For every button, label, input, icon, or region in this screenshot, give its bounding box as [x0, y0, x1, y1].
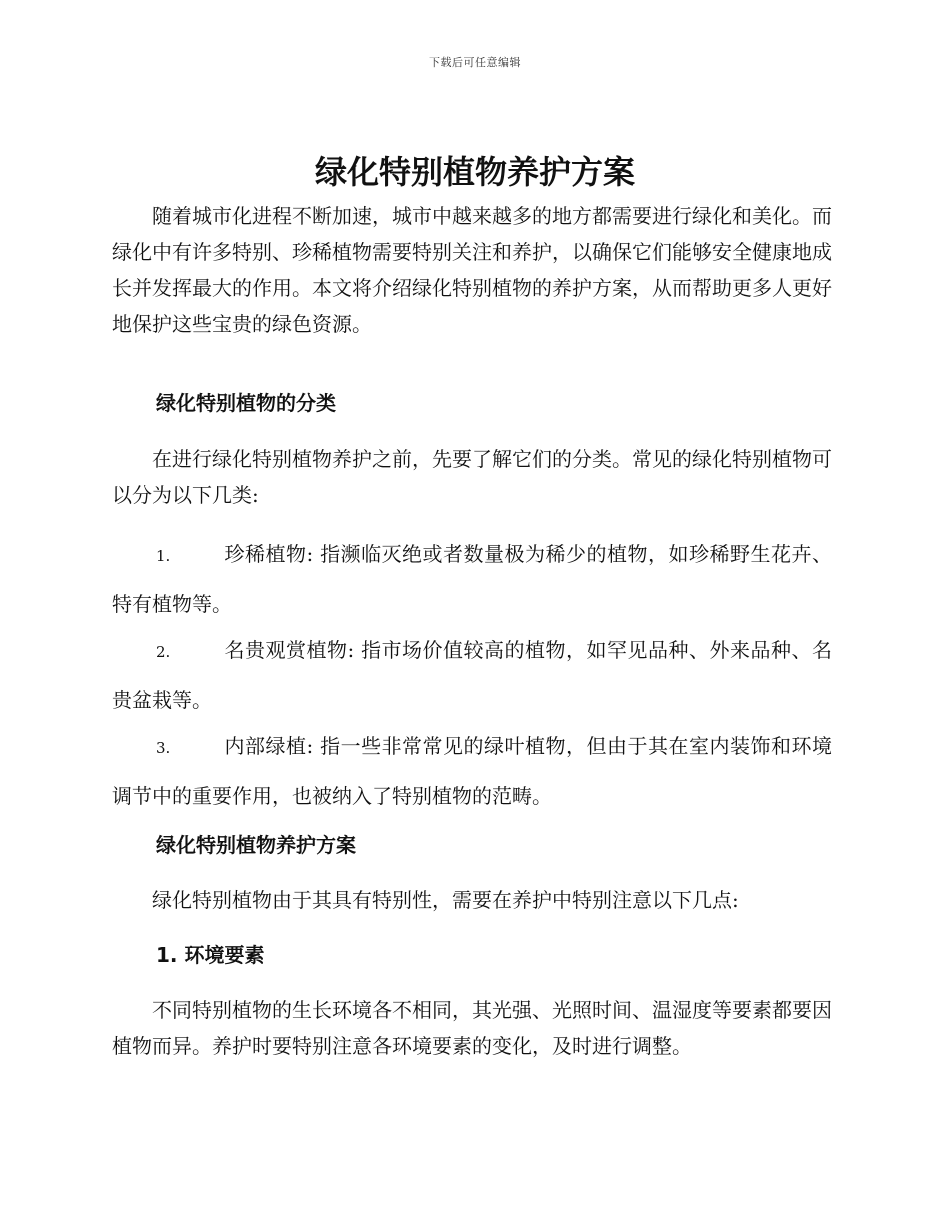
section-heading-classification: 绿化特别植物的分类 — [156, 391, 336, 415]
section1-lead-block — [112, 441, 832, 513]
list-number: 1. — [156, 547, 171, 565]
document-title: 绿化特别植物养护方案 — [314, 153, 635, 191]
header-note: 下载后可任意编辑 — [429, 56, 521, 69]
list-number: 3. — [156, 739, 171, 757]
classification-list-item-1 — [112, 530, 832, 628]
list-item-text: 内部绿植: 指一些非常常见的绿叶植物，但由于其在室内装饰和环境调节中的重要作用，也被纳入了特别植物的范畴。 — [112, 734, 832, 808]
section1-block — [112, 385, 832, 421]
list-number: 2. — [156, 643, 171, 661]
list-item-text: 珍稀植物: 指濒临灭绝或者数量极为稀少的植物，如珍稀野生花卉、特有植物等。 — [112, 542, 832, 616]
intro-block — [112, 198, 832, 342]
intro-paragraph: 随着城市化进程不断加速，城市中越来越多的地方都需要进行绿化和美化。而绿化中有许多特别、珍稀植物需要特别关注和养护，以确保它们能够安全健康地成长并发挥最大的作用。本文将介绍绿化特别植物的养护方案，从而帮助更多人更好地保护这些宝贵的绿色资源。 — [112, 204, 832, 336]
section-heading-care-plan: 绿化特别植物养护方案 — [156, 833, 356, 857]
section2-block — [112, 827, 832, 863]
subsection-environment-block — [112, 937, 832, 973]
section1-lead-paragraph: 在进行绿化特别植物养护之前，先要了解它们的分类。常见的绿化特别植物可以分为以下几类: — [112, 447, 832, 507]
classification-list-item-2 — [112, 626, 832, 724]
subsection-environment-text-block — [112, 992, 832, 1064]
classification-list-item-3 — [112, 722, 832, 820]
list-item-text: 名贵观赏植物: 指市场价值较高的植物，如罕见品种、外来品种、名贵盆栽等。 — [112, 638, 832, 712]
section2-lead-paragraph: 绿化特别植物由于其具有特别性，需要在养护中特别注意以下几点: — [152, 888, 739, 912]
environment-paragraph: 不同特别植物的生长环境各不相同，其光强、光照时间、温湿度等要素都要因植物而异。养护时要特别注意各环境要素的变化，及时进行调整。 — [112, 998, 832, 1058]
subsection-heading-environment: 1. 环境要素 — [156, 943, 265, 967]
section2-lead-block — [112, 882, 832, 918]
